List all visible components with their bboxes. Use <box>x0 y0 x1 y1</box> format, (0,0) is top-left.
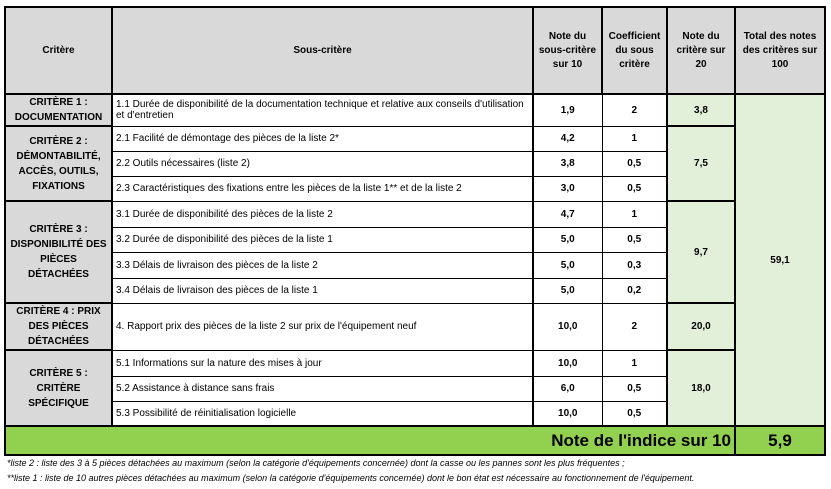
sub-criterion-note: 5,0 <box>533 278 602 303</box>
sub-criterion-label: 3.1 Durée de disponibilité des pièces de la liste 2 <box>112 201 533 227</box>
criterion-score-20: 3,8 <box>667 94 735 126</box>
criterion-score-20: 18,0 <box>667 350 735 426</box>
sub-criterion-coefficient: 0,5 <box>602 376 667 401</box>
table-row <box>5 201 825 227</box>
sub-criterion-note: 10,0 <box>533 350 602 376</box>
sub-criterion-coefficient: 1 <box>602 126 667 151</box>
sub-criterion-note: 4,7 <box>533 201 602 227</box>
header-critere: Critère <box>5 7 112 94</box>
sub-criterion-coefficient: 0,3 <box>602 252 667 278</box>
sub-criterion-note: 10,0 <box>533 401 602 426</box>
header-coefficient: Coefficient du sous critère <box>602 7 667 94</box>
sub-criterion-label: 2.2 Outils nécessaires (liste 2) <box>112 151 533 176</box>
sub-criterion-coefficient: 0,5 <box>602 151 667 176</box>
table-row <box>5 126 825 151</box>
sub-criterion-label: 4. Rapport prix des pièces de la liste 2 sur prix de l'équipement neuf <box>112 303 533 350</box>
sub-criterion-coefficient: 0,5 <box>602 227 667 252</box>
criterion-score-20: 9,7 <box>667 201 735 303</box>
footnote-liste-2: *liste 2 : liste des 3 à 5 pièces détachées au maximum (selon la catégorie d'équipements concernée) dont la casse ou les pannes sont les plus fréquentes ; <box>7 458 625 468</box>
sub-criterion-coefficient: 0,5 <box>602 401 667 426</box>
criterion-score-20: 20,0 <box>667 303 735 350</box>
sub-criterion-label: 5.1 Informations sur la nature des mises à jour <box>112 350 533 376</box>
sub-criterion-coefficient: 0,5 <box>602 176 667 201</box>
criterion-name: CRITÈRE 4 : PRIX DES PIÈCES DÉTACHÉES <box>5 303 112 350</box>
sub-criterion-note: 5,0 <box>533 227 602 252</box>
total-score-100: 59,1 <box>735 94 825 426</box>
header-sous-critere: Sous-critère <box>112 7 533 94</box>
sub-criterion-label: 5.2 Assistance à distance sans frais <box>112 376 533 401</box>
criterion-score-20: 7,5 <box>667 126 735 201</box>
sub-criterion-label: 3.3 Délais de livraison des pièces de la liste 2 <box>112 252 533 278</box>
header-note-sous-critere: Note du sous-critère sur 10 <box>533 7 602 94</box>
sub-criterion-note: 3,8 <box>533 151 602 176</box>
table-row <box>5 94 825 126</box>
criterion-name: CRITÈRE 2 : DÉMONTABILITÉ, ACCÈS, OUTILS, FIXATIONS <box>5 126 112 201</box>
sub-criterion-note: 4,2 <box>533 126 602 151</box>
sub-criterion-note: 10,0 <box>533 303 602 350</box>
index-row <box>5 426 825 455</box>
sub-criterion-note: 1,9 <box>533 94 602 126</box>
table-row <box>5 303 825 350</box>
footnote-liste-1: **liste 1 : liste de 10 autres pièces détachées au maximum (selon la catégorie d'équipements concernée) dont le bon état est nécessaire au fonctionnement de l'équipement. <box>7 473 695 483</box>
sub-criterion-note: 5,0 <box>533 252 602 278</box>
sub-criterion-coefficient: 0,2 <box>602 278 667 303</box>
header-note-critere-20: Note du critère sur 20 <box>667 7 735 94</box>
criterion-name: CRITÈRE 5 : CRITÈRE SPÉCIFIQUE <box>5 350 112 426</box>
sub-criterion-coefficient: 2 <box>602 94 667 126</box>
sub-criterion-coefficient: 2 <box>602 303 667 350</box>
sub-criterion-label: 2.3 Caractéristiques des fixations entre les pièces de la liste 1** et de la liste 2 <box>112 176 533 201</box>
sub-criterion-note: 6,0 <box>533 376 602 401</box>
criterion-name: CRITÈRE 3 : DISPONIBILITÉ DES PIÈCES DÉTACHÉES <box>5 201 112 303</box>
sub-criterion-label: 2.1 Facilité de démontage des pièces de la liste 2* <box>112 126 533 151</box>
sub-criterion-note: 3,0 <box>533 176 602 201</box>
sub-criterion-coefficient: 1 <box>602 350 667 376</box>
header-total-100: Total des notes des critères sur 100 <box>735 7 825 94</box>
header-row <box>5 7 825 94</box>
index-value: 5,9 <box>735 426 825 455</box>
sub-criterion-label: 5.3 Possibilité de réinitialisation logicielle <box>112 401 533 426</box>
sub-criterion-label: 3.4 Délais de livraison des pièces de la liste 1 <box>112 278 533 303</box>
table-row <box>5 350 825 376</box>
sub-criterion-label: 1.1 Durée de disponibilité de la documentation technique et relative aux conseils d'utilisation et d'entretien <box>112 94 533 126</box>
sub-criterion-coefficient: 1 <box>602 201 667 227</box>
criterion-name: CRITÈRE 1 : DOCUMENTATION <box>5 94 112 126</box>
index-label: Note de l'indice sur 10 <box>5 426 735 455</box>
repairability-score-table <box>4 6 826 456</box>
sub-criterion-label: 3.2 Durée de disponibilité des pièces de la liste 1 <box>112 227 533 252</box>
